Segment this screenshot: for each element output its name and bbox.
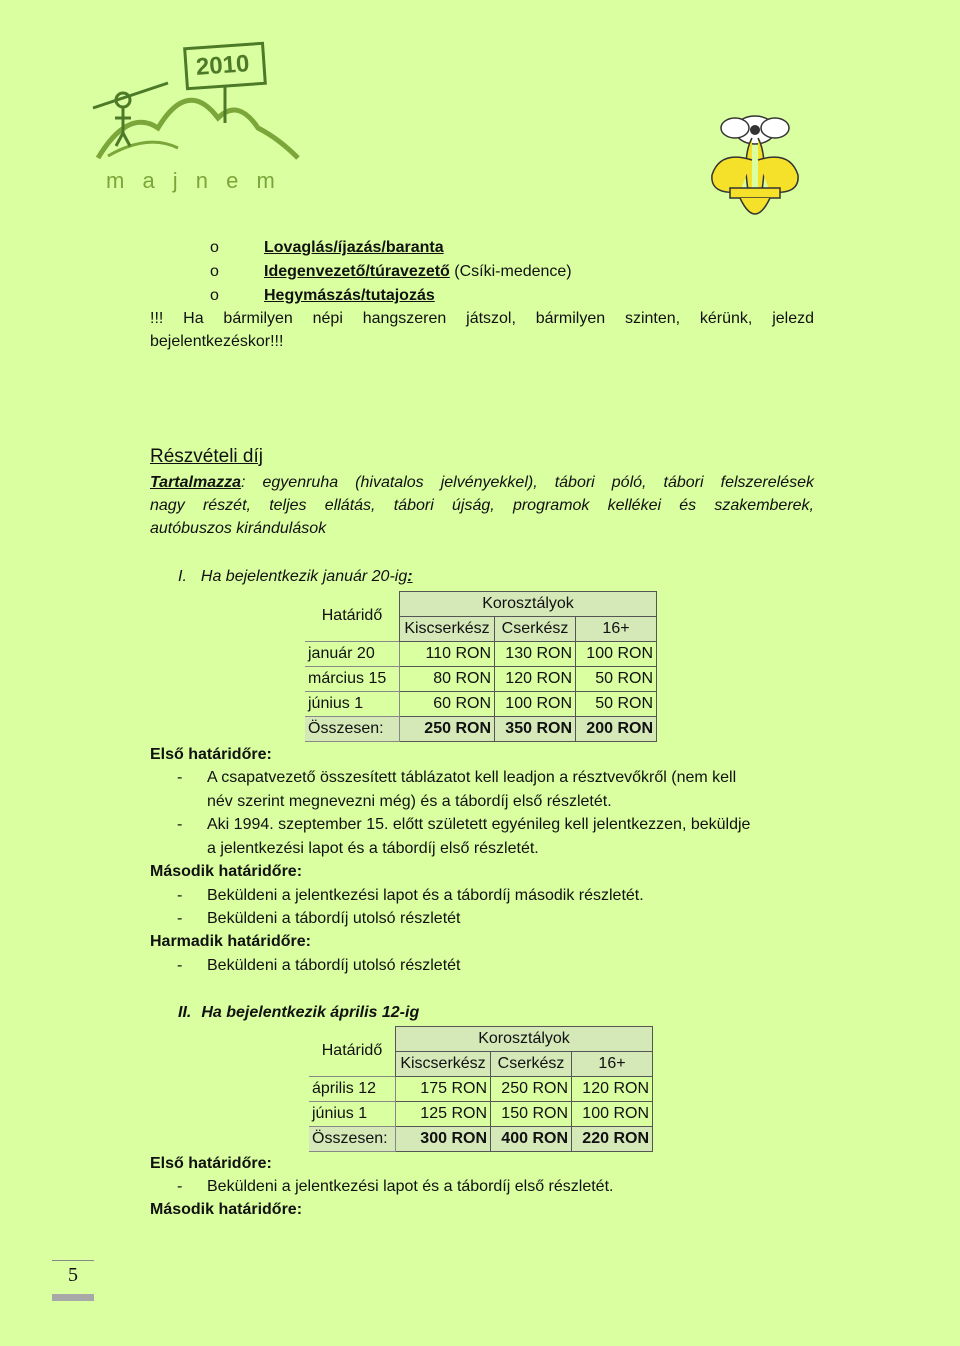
table-row: június 1 60 RON 100 RON 50 RON [305,692,657,717]
first-item-2-cont: a jelentkezési lapot és a tábordíj első részletét. [207,840,539,857]
table-row: március 15 80 RON 120 RON 50 RON [305,667,657,692]
scout-emblem [700,100,805,240]
table-header-deadline: Határidő [321,607,383,625]
third-deadline-label: Harmadik határidőre: [150,933,311,950]
second-deadline-label: Második határidőre: [150,863,303,880]
majnem-logo [88,38,318,198]
s2-second-deadline-label: Második határidőre: [150,1201,303,1218]
table-header-deadline: Határidő [321,1042,383,1060]
table-header-groups: Korosztályok [400,592,657,617]
list-item: o Idegenvezető/túravezető (Csíki-medence) [210,263,572,280]
table-header-groups: Korosztályok [396,1027,653,1052]
col-header: Kiscserkész [400,617,495,642]
list-item: o Lovaglás/íjazás/baranta [210,239,444,256]
third-item-1: - Beküldeni a tábordíj utolsó részletét [177,957,461,974]
activity-list [210,236,572,308]
fee-contents: Tartalmazza: egyenruha (hivatalos jelvényekkel), tábori póló, tábori felszerelések nagy részét, teljes ellátás, tábori újság, programok kellékei és szakemberek, autóbuszos kirándulások [150,474,814,537]
col-header: Kiscserkész [396,1052,491,1077]
col-header: Cserkész [495,617,576,642]
s2-first-item-1: - Beküldeni a jelentkezési lapot és a tábordíj első részletét. [177,1178,614,1195]
fleur-de-lis-icon [700,100,805,240]
col-header: 16+ [572,1052,653,1077]
second-item-1: - Beküldeni a jelentkezési lapot és a tábordíj második részletét. [177,887,644,904]
section1-heading: I. Ha bejelentkezik január 20-ig: [178,568,413,585]
table-row: április 12 175 RON 250 RON 120 RON [309,1077,653,1102]
fee-table-1 [305,591,657,742]
fee-table-2 [309,1026,653,1152]
logo-name: m a j n e m [106,168,281,193]
s2-first-deadline-label: Első határidőre: [150,1155,272,1172]
table-row: június 1 125 RON 150 RON 100 RON [309,1102,653,1127]
fee-title: Részvételi díj [150,446,263,467]
list-item: o Hegymászás/tutajozás [210,287,435,304]
logo-year: 2010 [195,50,251,81]
first-item-2: - Aki 1994. szeptember 15. előtt született egyénileg kell jelentkezzen, beküldje [177,816,751,833]
first-item-1-cont: név szerint megnevezni még) és a tábordíj első részletét. [207,793,612,810]
first-deadline-label: Első határidőre: [150,746,272,763]
table-total-row: Összesen: 250 RON 350 RON 200 RON [305,717,657,742]
table-total-row: Összesen: 300 RON 400 RON 220 RON [309,1127,653,1152]
instrument-note: !!! Ha bármilyen népi hangszeren játszol, bármilyen szinten, kérünk, jelezd bejelentkezéskor!!! [150,310,814,350]
col-header: Cserkész [491,1052,572,1077]
second-item-2: - Beküldeni a tábordíj utolsó részletét [177,910,461,927]
table-row: január 20 110 RON 130 RON 100 RON [305,642,657,667]
first-item-1: - A csapatvezető összesített táblázatot kell leadjon a résztvevőkről (nem kell [177,769,737,786]
section2-heading: II. Ha bejelentkezik április 12-ig [178,1004,420,1021]
page-number: 5 [52,1264,94,1287]
col-header: 16+ [576,617,657,642]
